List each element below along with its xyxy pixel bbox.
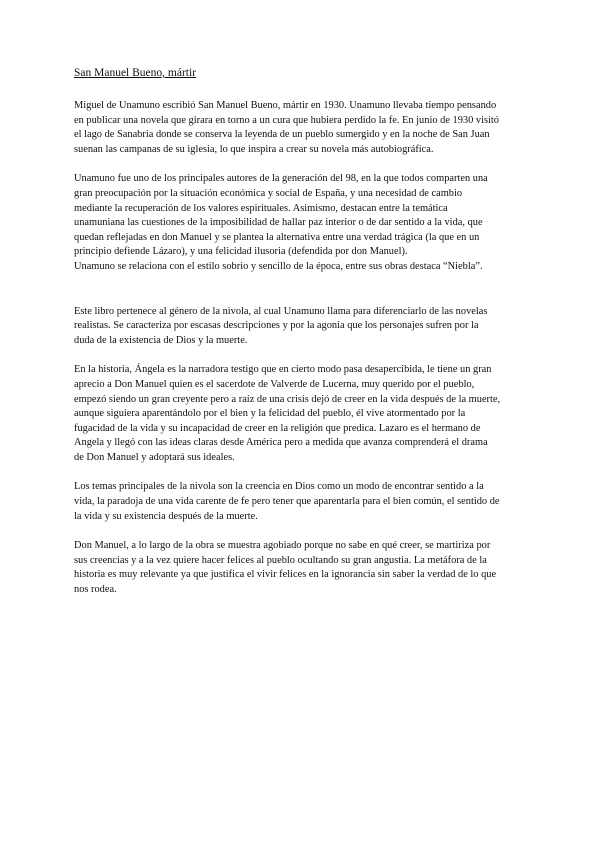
paragraph-spacer [74, 348, 528, 363]
paragraph-spacer [74, 157, 528, 172]
paragraph-line: vida, la paradoja de una vida carente de fe pero tener que aparentarla para el bien común, el sentido de [74, 496, 500, 508]
paragraph-line: gran preocupación por la situación económica y social de España, y una necesidad de cambio [74, 187, 463, 199]
paragraph-line: el lago de Sanabria donde se conserva la leyenda de un pueblo sumergido y en la noche de San Juan [74, 129, 490, 141]
paragraph-6 [74, 539, 528, 597]
paragraph-line: quedan reflejadas en don Manuel y se plantea la alternativa entre una verdad trágica (la que en un [74, 231, 480, 243]
paragraph-line: Este libro pertenece al género de la nivola, al cual Unamuno llama para diferenciarlo de las novelas [74, 305, 488, 317]
paragraph-line: En la historia, Ángela es la narradora testigo que en cierto modo pasa desapercibida, le tiene un gran [74, 364, 492, 376]
paragraph-line: fugacidad de la vida y su incapacidad de creer en la religión que predica. Lazaro es el hermano de [74, 422, 481, 434]
paragraph-line: suenan las campanas de su iglesia, lo que inspira a crear su novela más autobiográfica. [74, 143, 434, 155]
paragraph-line: realistas. Se caracteriza por escasas descripciones y por la agonía que los personajes sufren por la [74, 320, 479, 332]
paragraph-1 [74, 99, 528, 157]
paragraph-line: Los temas principales de la nivola son la creencia en Dios como un modo de encontrar sentido a la [74, 481, 484, 493]
document-title: San Manuel Bueno, mártir [74, 67, 197, 79]
paragraph-line: la vida y su existencia después de la muerte. [74, 510, 258, 522]
paragraph-2 [74, 172, 528, 274]
paragraph-line: Unamuno fue uno de los principales autores de la generación del 98, en la que todos comparten una [74, 173, 488, 185]
paragraph-line: sus creencias y a la vez quiere hacer felices al pueblo ocultando su gran angustia. La metáfora de la [74, 554, 487, 566]
paragraph-line: Unamuno se relaciona con el estilo sobrio y sencillo de la época, entre sus obras destaca “Niebla”. [74, 260, 483, 272]
paragraph-spacer [74, 465, 528, 480]
paragraph-spacer [74, 524, 528, 539]
paragraph-line: historia es muy relevante ya que justifica el vivir felices en la ignorancia sin saber la verdad de lo que [74, 569, 497, 581]
paragraph-line: de Don Manuel y adoptará sus ideales. [74, 451, 235, 463]
paragraph-line: aunque siguiera aparentándolo por el bien y la felicidad del pueblo, él vive atormentado por la [74, 408, 466, 420]
paragraph-line: duda de la existencia de Dios y la muerte. [74, 334, 248, 346]
paragraph-line: mediante la recuperación de los valores espirituales. Asimismo, destacan entre la temática [74, 202, 448, 214]
paragraph-line: empezó siendo un gran creyente pero a raíz de una crisis dejó de creer en la vida después de la muerte, [74, 393, 501, 405]
paragraph-line: Miguel de Unamuno escribió San Manuel Bueno, mártir en 1930. Unamuno llevaba tiempo pensando [74, 100, 497, 111]
paragraph-3 [74, 305, 528, 349]
paragraph-line: nos rodea. [74, 584, 117, 596]
document-page [74, 66, 528, 598]
paragraph-4 [74, 363, 528, 465]
paragraph-line: Angela y llegó con las ideas claras desde América pero a medida que avanza comprenderá el drama [74, 437, 488, 449]
paragraph-line: principio defiende Lázaro), y una felicidad ilusoria (defendida por don Manuel). [74, 246, 408, 258]
paragraph-5 [74, 480, 528, 524]
paragraph-line: en publicar una novela que girara en torno a un cura que hubiera perdido la fe. En junio de 1930 visitó [74, 114, 500, 126]
paragraph-spacer [74, 275, 528, 305]
paragraph-line: Don Manuel, a lo largo de la obra se muestra agobiado porque no sabe en qué creer, se martiriza por [74, 540, 491, 552]
paragraph-line: unamuniana las cuestiones de la imposibilidad de hallar paz interior o de dar sentido a la vida, que [74, 217, 483, 229]
paragraph-line: aprecio a Don Manuel quien es el sacerdote de Valverde de Lucerna, muy querido por el pueblo, [74, 378, 475, 390]
